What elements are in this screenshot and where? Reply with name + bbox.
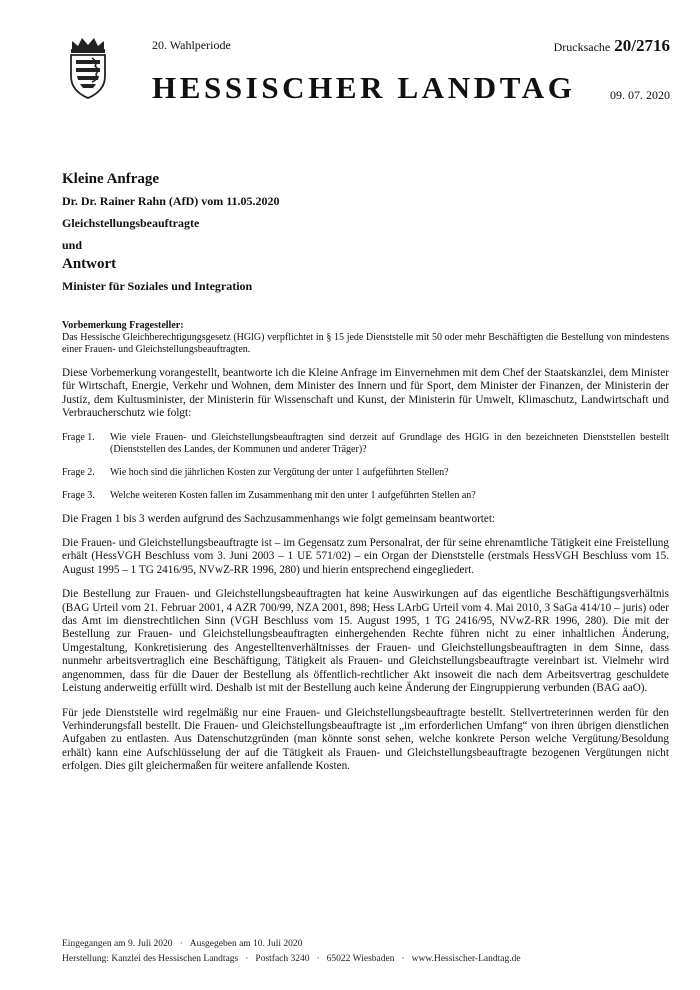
kleine-anfrage-heading: Kleine Anfrage <box>62 171 160 187</box>
frage-text: Wie hoch sind die jährlichen Kosten zur Vergütung der unter 1 aufgeführten Stellen? <box>110 466 449 478</box>
answer-paragraph: Die Bestellung zur Frauen- und Gleichstellungsbeauftragten hat keine Auswirkungen auf das eigentliche Beschäftigungsverhältnis (BAG Urteil vom 21. Februar 2001, 4 AZR 700/99, NZA 2001, 898; Hess LArbG Urteil vom 4. Mai 2010, 3 SaGa 414/10 – juris) oder das Amt im dienstrechtlichen Sinn (VGH Beschluss vom 15. August 1995, 1 TG 2416/95, NVwZ-RR 1996, 280). Die mit der Bestellung zur Frauen- und Gleichstellungsbeauftragten einhergehenden Rechte führen nicht zu einer inhaltlichen Änderung, Umgestaltung, Konkretisierung des Angestelltenverhältnisses der Frauen- und Gleichstellungsbeauftragten in dem Sinne, dass nunmehr arbeitsvertraglich eine Beschäftigung, Tätigkeit als Frauen- und Gleichstellungsbeauftragte vereinbart ist. Vielmehr wird angenommen, dass für die Dauer der Bestellung als öffentlich-rechtlicher Akt insoweit die nach dem Arbeitsvertrag geschuldete Leistung anderweitig erfüllt wird. Deshalb ist mit der Bestellung auch keine Änderung der Eingruppierung verbunden (BAG aaO). <box>62 588 669 695</box>
frage-item <box>62 432 669 456</box>
answer-paragraph: Die Frauen- und Gleichstellungsbeauftragte ist – im Gegensatz zum Personalrat, der für seine ehrenamtliche Tätigkeit eine Freistellung erhält (HessVGH Beschluss vom 3. Juni 2003 – 1 UE 571/02) – ein Organ der Dienststelle (erstmals HessVGH Beschluss vom 15. August 1995 – 1 TG 2416/95, NVwZ-RR 1996, 280) und hierin entsprechend eingegliedert. <box>62 537 669 576</box>
separator-dot: · <box>179 939 183 949</box>
frage-text: Wie viele Frauen- und Gleichstellungsbeauftragten sind derzeit auf Grundlage des HGlG in den bezeichneten Dienststellen bestellt (Dienststellen des Landes, der Kommunen und anderer Träger)? <box>110 431 669 455</box>
hessen-coat-of-arms-logo <box>62 36 114 100</box>
topic-line: Gleichstellungsbeauftragte <box>62 216 200 230</box>
separator-dot: · <box>316 954 320 964</box>
ort-text: 65022 Wiesbaden <box>326 954 395 964</box>
document-date: 09. 07. 2020 <box>610 88 670 102</box>
separator-dot: · <box>245 954 249 964</box>
wahlperiode-label: 20. Wahlperiode <box>152 38 231 52</box>
drucksache-block <box>554 36 670 56</box>
answer-paragraph: Für jede Dienststelle wird regelmäßig nur eine Frauen- und Gleichstellungsbeauftragte bestellt. Stellvertreterinnen werden für den Verhinderungsfall bestellt. Die Frauen- und Gleichstellungsbeauftragte ist „im erforderlichen Umfang“ von ihren übrigen dienstlichen Aufgaben zu entlasten. Aus Datenschutzgründen (man könnte sonst sehen, welche konkrete Person welche Vergütung/Besoldung erhält) kann eine Aufschlüsselung der auf die Tätigkeit als Frauen- und Gleichstellungsbeauftragte bezogenen Vergütungen nicht erfolgen. Dies gilt gleichermaßen für weitere anfallende Kosten. <box>62 706 669 773</box>
author-line: Dr. Dr. Rainer Rahn (AfD) vom 11.05.2020 <box>62 194 280 208</box>
herstellung-text: Herstellung: Kanzlei des Hessischen Landtags <box>62 954 239 964</box>
frage-item <box>62 490 669 502</box>
frage-label: Frage 1. <box>62 431 95 443</box>
vorbemerkung-heading: Vorbemerkung Fragesteller: <box>62 320 184 331</box>
website-link[interactable]: www.Hessischer-Landtag.de <box>411 954 521 964</box>
landtag-title: HESSISCHER LANDTAG <box>152 70 576 105</box>
footer-line-address <box>62 952 521 967</box>
intro-paragraph: Diese Vorbemerkung vorangestellt, beantworte ich die Kleine Anfrage im Einvernehmen mit dem Chef der Staatskanzlei, dem Minister für Wirtschaft, Energie, Verkehr und Wohnen, dem Minister des Innern und für Sport, dem Minister der Finanzen, der Ministerin der Justiz, dem Kultusminister, der Ministerin für Wissenschaft und Kunst, der Ministerin für Umwelt, Klimaschutz, Landwirtschaft und Verbraucherschutz wie folgt: <box>62 367 669 420</box>
drucksache-number: 20/2716 <box>614 36 670 55</box>
ausgegeben-text: Ausgegeben am 10. Juli 2020 <box>189 939 303 949</box>
und-line: und <box>62 238 83 252</box>
frage-text: Welche weiteren Kosten fallen im Zusammenhang mit den unter 1 aufgeführten Stellen an? <box>110 489 476 501</box>
vorbemerkung-text: Das Hessische Gleichberechtigungsgesetz (HGlG) verpflichtet in § 15 jede Dienststelle mit 50 oder mehr Beschäftigten die Bestellung von mindestens einer Frauen- und Gleichstellungsbeauftragten. <box>62 332 669 355</box>
answer-paragraph: Die Fragen 1 bis 3 werden aufgrund des Sachzusammenhangs wie folgt gemeinsam beantwortet: <box>62 512 496 525</box>
eingegangen-text: Eingegangen am 9. Juli 2020 <box>62 939 173 949</box>
separator-dot: · <box>401 954 405 964</box>
frage-item <box>62 467 669 479</box>
footer <box>62 937 521 967</box>
frage-label: Frage 2. <box>62 466 95 478</box>
drucksache-label: Drucksache <box>553 40 611 54</box>
postfach-text: Postfach 3240 <box>255 954 310 964</box>
frage-label: Frage 3. <box>62 489 95 501</box>
title-block <box>62 170 532 296</box>
footer-line-dates <box>62 937 521 952</box>
minister-line: Minister für Soziales und Integration <box>62 279 253 293</box>
document-body <box>62 320 669 774</box>
antwort-heading: Antwort <box>62 256 117 272</box>
